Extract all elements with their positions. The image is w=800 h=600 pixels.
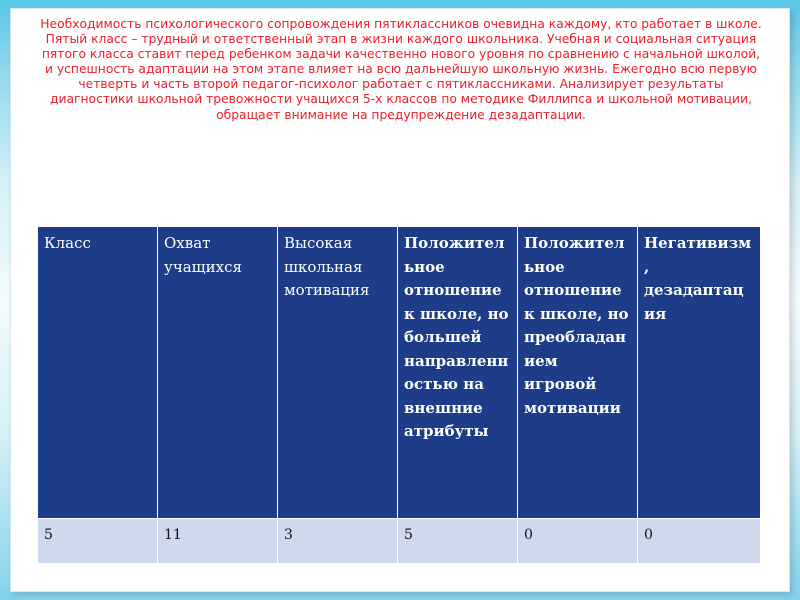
header-class: Класс bbox=[38, 227, 158, 519]
cell-negativism: 0 bbox=[638, 519, 761, 564]
cell-coverage: 11 bbox=[158, 519, 278, 564]
header-positive-play: Положительное отношение к школе, но преобладанием игровой мотивации bbox=[518, 227, 638, 519]
intro-paragraph: Необходимость психологического сопровождения пятиклассников очевидна каждому, кто работает в школе. Пятый класс – трудный и ответственный этап в жизни каждого школьника. Учебная и социальная ситуация пятого класса ставит перед ребенком задачи качественно нового уровня по сравнению с начальной школой, и успешность адаптации на этом этапе влияет на всю дальнейшую школьную жизнь. Ежегодно всю первую четверть и часть второй педагог-психолог работает с пятиклассниками. Анализирует результаты диагностики школьной тревожности учащихся 5-х классов по методике Филлипса и школьной мотивации, обращает внимание на предупреждение дезадаптации. bbox=[40, 17, 762, 122]
header-positive-external: Положительное отношение к школе, но большей направленностью на внешние атрибуты bbox=[398, 227, 518, 519]
header-coverage: Охват учащихся bbox=[158, 227, 278, 519]
header-high-motivation: Высокая школьная мотивация bbox=[278, 227, 398, 519]
header-negativism: Негативизм, дезадаптация bbox=[638, 227, 761, 519]
cell-high-motivation: 3 bbox=[278, 519, 398, 564]
table-row bbox=[38, 519, 761, 564]
cell-positive-external: 5 bbox=[398, 519, 518, 564]
results-table bbox=[37, 226, 761, 564]
cell-class: 5 bbox=[38, 519, 158, 564]
table-header-row bbox=[38, 227, 761, 519]
cell-positive-play: 0 bbox=[518, 519, 638, 564]
